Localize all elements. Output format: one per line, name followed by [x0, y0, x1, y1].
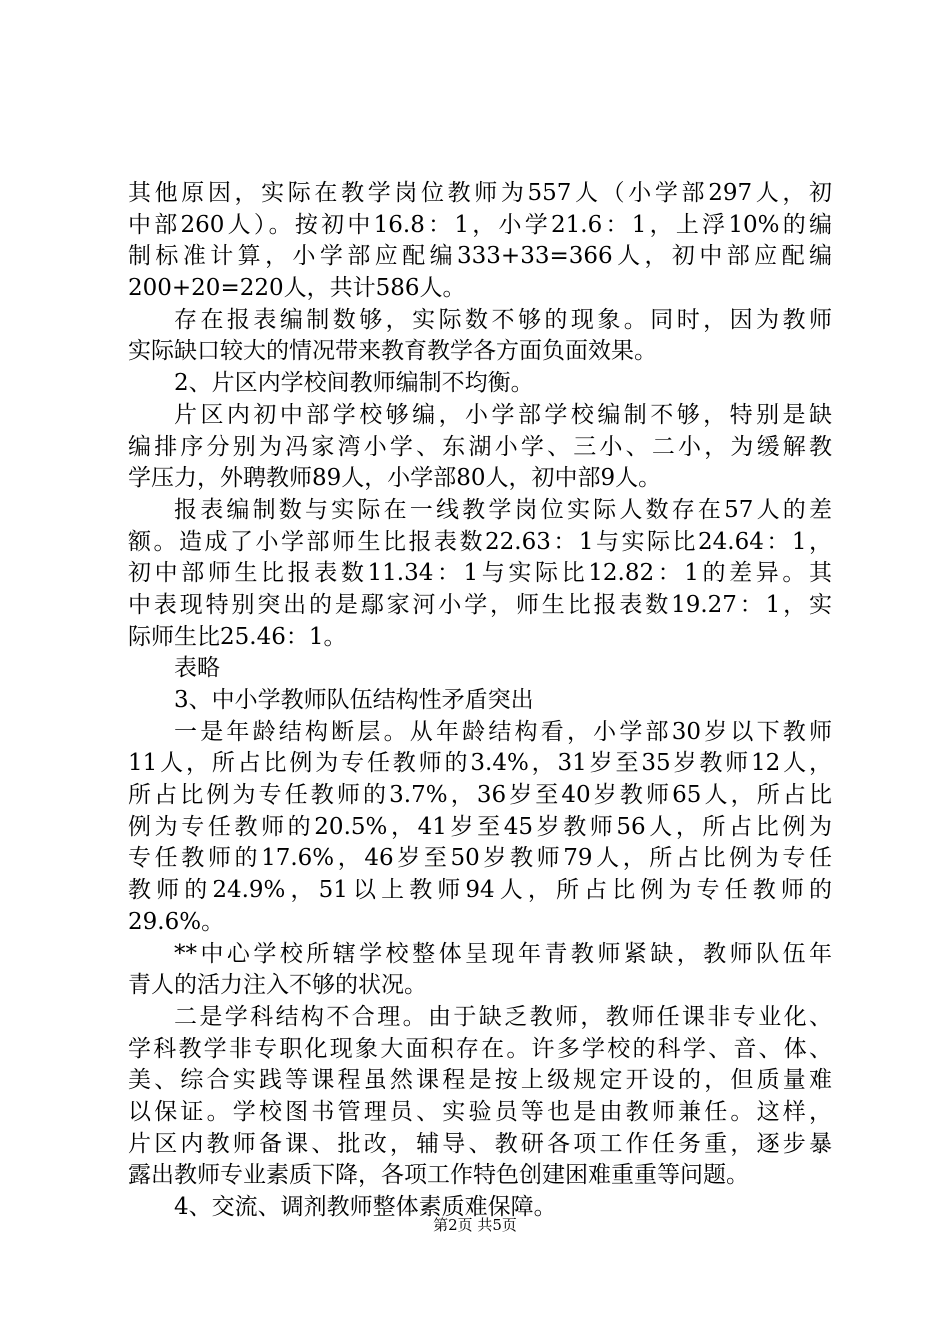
paragraph-line: 青人的活力注入不够的状况。	[128, 972, 427, 999]
paragraph-line: 专任教师的17.6%，46岁至50岁教师79人，所占比例为专任	[128, 845, 832, 872]
paragraph	[128, 305, 832, 368]
paragraph-line: 片区内教师备课、批改，辅导、教研各项工作任务重，逐步暴	[128, 1130, 832, 1157]
paragraph-line: 片区内初中部学校够编，小学部学校编制不够，特别是缺	[174, 401, 832, 428]
paragraph-line: 中部260人）。按初中16.8：1，小学21.6：1，上浮10%的编	[128, 211, 832, 238]
paragraph-line: 制标准计算，小学部应配编333+33=366人，初中部应配编	[128, 243, 832, 270]
paragraph-line: 一是年龄结构断层。从年龄结构看，小学部30岁以下教师	[174, 718, 832, 745]
paragraph	[128, 178, 832, 305]
paragraph-line: 以保证。学校图书管理员、实验员等也是由教师兼任。这样，	[128, 1098, 832, 1125]
paragraph-line: 表略	[174, 655, 220, 682]
paragraph-line: 际师生比25.46：1。	[128, 623, 347, 650]
paragraph	[128, 717, 832, 939]
paragraph-line: 教师的24.9%，51以上教师94人，所占比例为专任教师的	[128, 877, 832, 904]
paragraph-line: 2、片区内学校间教师编制不均衡。	[174, 370, 534, 397]
paragraph-line: 存在报表编制数够，实际数不够的现象。同时，因为教师	[174, 306, 832, 333]
paragraph-line: 中表现特别突出的是鄢家河小学，师生比报表数19.27：1，实	[128, 591, 832, 618]
paragraph-line: 露出教师专业素质下降，各项工作特色创建困难重重等问题。	[128, 1162, 749, 1189]
paragraph-line: 4、交流、调剂教师整体素质难保障。	[174, 1194, 557, 1220]
paragraph-line: 实际缺口较大的情况带来教育教学各方面负面效果。	[128, 338, 657, 365]
paragraph-line: 200+20=220人，共计586人。	[128, 275, 466, 302]
page-footer	[0, 1214, 950, 1235]
paragraph	[128, 368, 832, 400]
paragraph-line: 所占比例为专任教师的3.7%，36岁至40岁教师65人，所占比	[128, 782, 832, 809]
paragraph-line: 11人，所占比例为专任教师的3.4%，31岁至35岁教师12人，	[128, 750, 832, 777]
paragraph-line: 报表编制数与实际在一线教学岗位实际人数存在57人的差	[174, 496, 832, 523]
paragraph	[128, 685, 832, 717]
paragraph-line: 初中部师生比报表数11.34：1与实际比12.82：1的差异。其	[128, 560, 832, 587]
paragraph-line: 29.6%。	[128, 908, 225, 935]
paragraph	[128, 939, 832, 1002]
paragraph-line: 3、中小学教师队伍结构性矛盾突出	[174, 687, 534, 713]
paragraph	[128, 1002, 832, 1192]
paragraph-line: 学压力，外聘教师89人，小学部80人，初中部9人。	[128, 465, 662, 492]
paragraph	[128, 495, 832, 653]
paragraph-line: 编排序分别为冯家湾小学、东湖小学、三小、二小，为缓解教	[128, 433, 832, 460]
paragraph-line: 二是学科结构不合理。由于缺乏教师，教师任课非专业化、	[174, 1003, 832, 1030]
paragraph-line: 额。造成了小学部师生比报表数22.63：1与实际比24.64：1，	[128, 528, 832, 555]
paragraph-line: 例为专任教师的20.5%，41岁至45岁教师56人，所占比例为	[128, 813, 832, 840]
paragraph	[128, 400, 832, 495]
document-body	[128, 178, 832, 1224]
page-number-label: 第2页 共5页	[433, 1216, 517, 1234]
paragraph-line: 其他原因，实际在教学岗位教师为557人（小学部297人，初	[128, 180, 832, 206]
paragraph	[128, 653, 832, 685]
paragraph-line: 美、综合实践等课程虽然课程是按上级规定开设的，但质量难	[128, 1067, 832, 1094]
paragraph-line: 学科教学非专职化现象大面积存在。许多学校的科学、音、体、	[128, 1035, 832, 1062]
paragraph-line: **中心学校所辖学校整体呈现年青教师紧缺，教师队伍年	[174, 940, 832, 967]
